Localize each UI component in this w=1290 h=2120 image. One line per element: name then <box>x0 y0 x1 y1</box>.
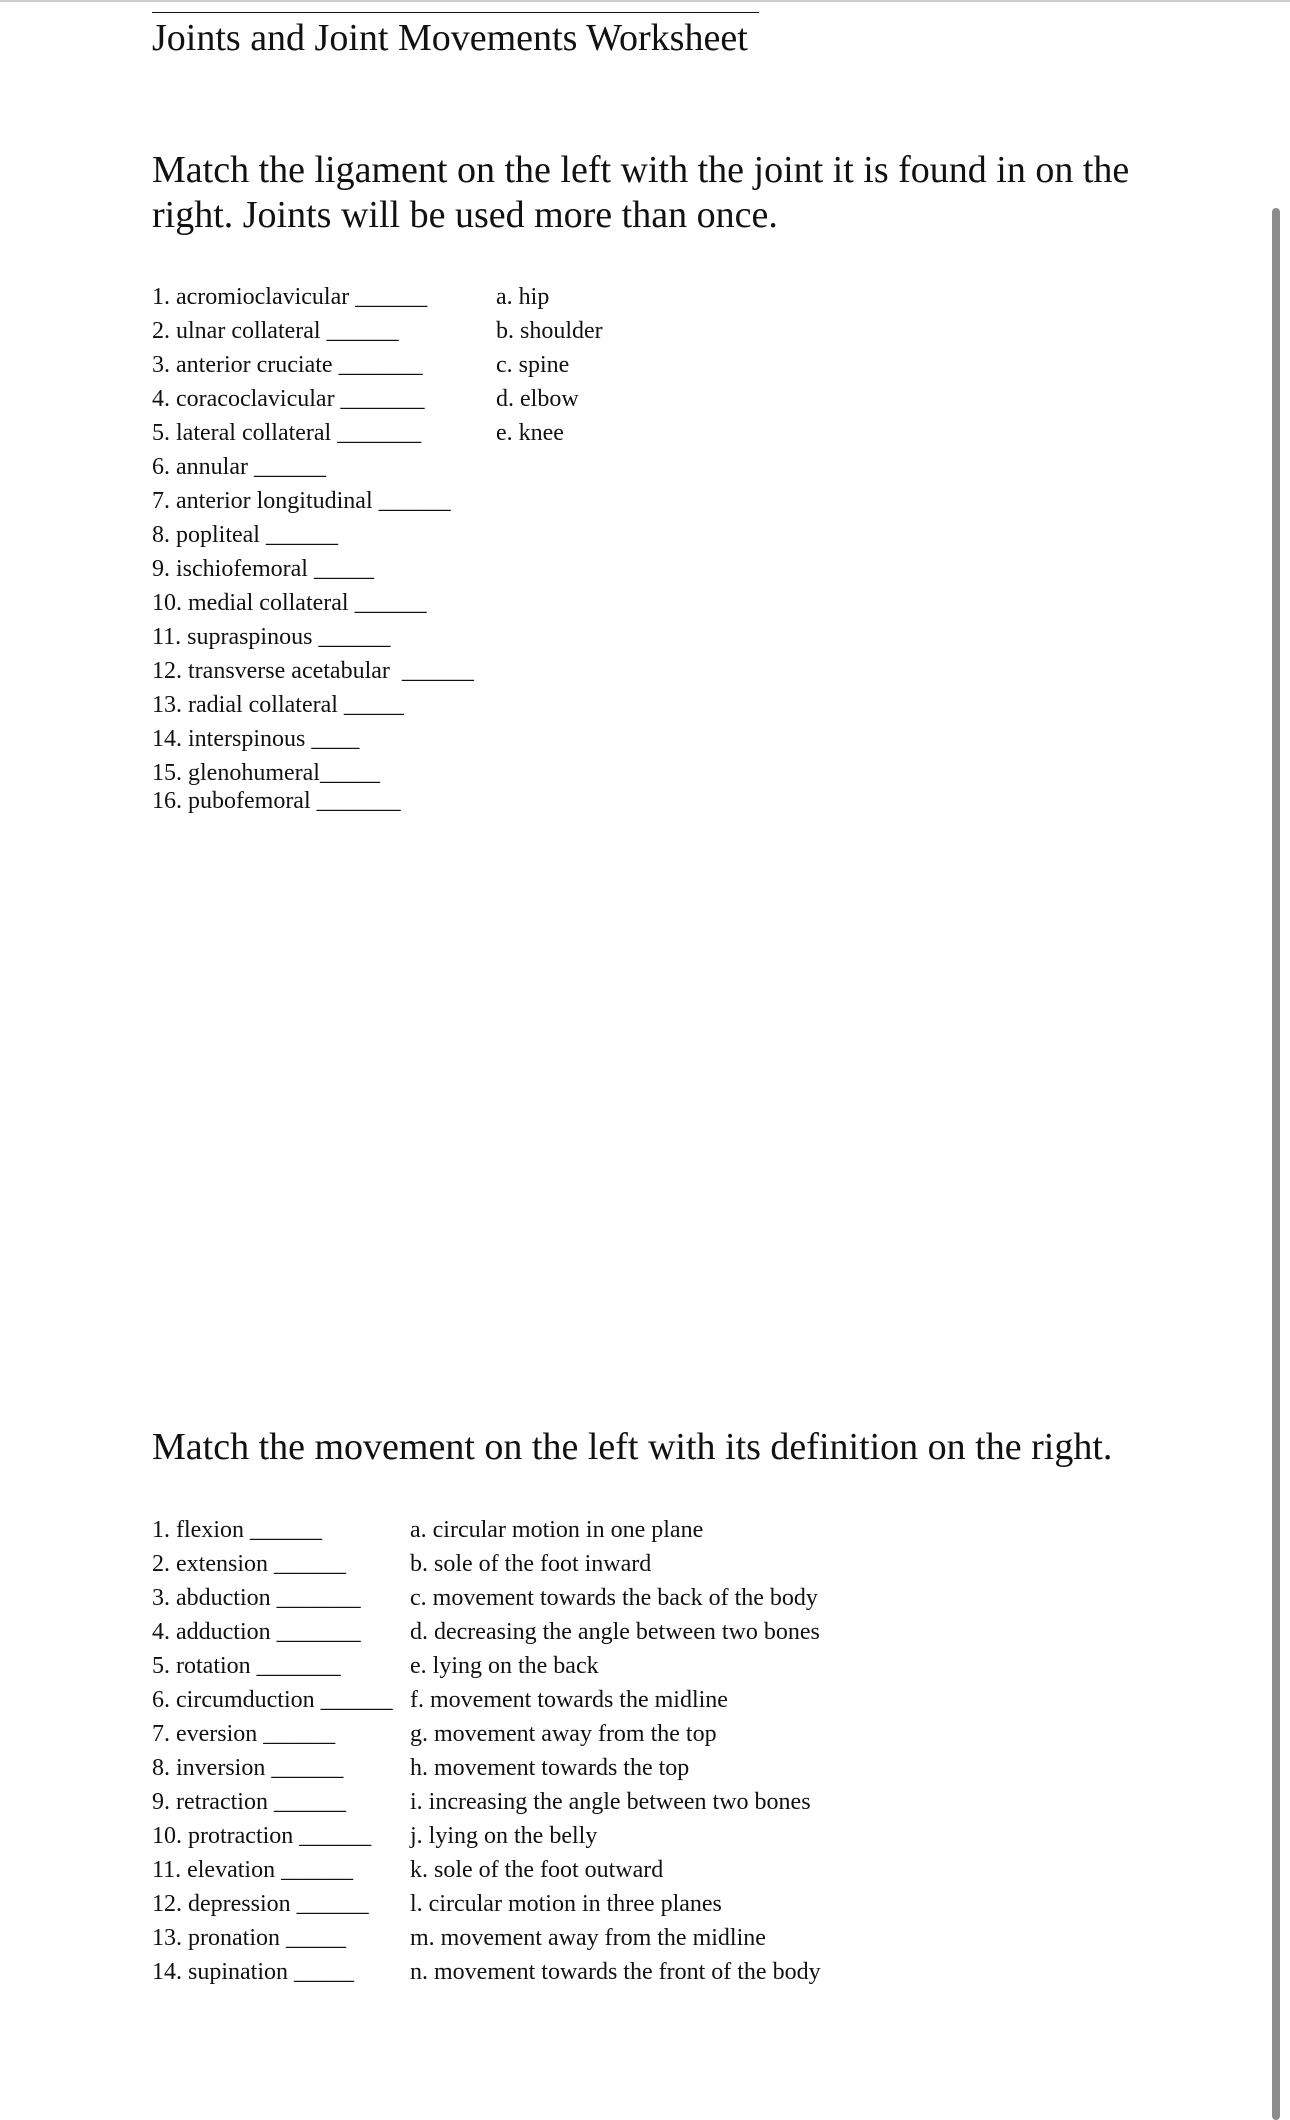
ligament-item: 2. ulnar collateral ______ <box>152 318 399 344</box>
definition-option: e. lying on the back <box>410 1653 599 1679</box>
movement-item: 10. protraction ______ <box>152 1823 372 1849</box>
ligament-item: 15. glenohumeral_____ <box>152 760 380 786</box>
page-top-border <box>0 0 1290 2</box>
movement-item: 5. rotation _______ <box>152 1653 341 1679</box>
vertical-scrollbar[interactable] <box>1272 208 1280 2120</box>
joint-option: b. shoulder <box>496 318 603 344</box>
movement-item: 3. abduction _______ <box>152 1585 361 1611</box>
ligament-item: 8. popliteal ______ <box>152 522 338 548</box>
joint-option: e. knee <box>496 420 564 446</box>
definition-option: c. movement towards the back of the body <box>410 1585 818 1611</box>
definition-option: g. movement away from the top <box>410 1721 717 1747</box>
section2-instruction: Match the movement on the left with its definition on the right. <box>152 1426 1113 1468</box>
movement-item: 11. elevation ______ <box>152 1857 354 1883</box>
definition-option: l. circular motion in three planes <box>410 1891 722 1917</box>
definition-option: k. sole of the foot outward <box>410 1857 664 1883</box>
movement-item: 14. supination _____ <box>152 1959 354 1985</box>
definition-option: a. circular motion in one plane <box>410 1517 704 1543</box>
ligament-item: 10. medial collateral ______ <box>152 590 427 616</box>
ligament-item: 9. ischiofemoral _____ <box>152 556 374 582</box>
movement-item: 8. inversion ______ <box>152 1755 344 1781</box>
movement-item: 7. eversion ______ <box>152 1721 336 1747</box>
joint-option: c. spine <box>496 352 570 378</box>
definition-option: h. movement towards the top <box>410 1755 690 1781</box>
joint-option: a. hip <box>496 284 550 310</box>
joint-option: d. elbow <box>496 386 579 412</box>
ligament-item: 1. acromioclavicular ______ <box>152 284 428 310</box>
definition-option: f. movement towards the midline <box>410 1687 728 1713</box>
ligament-item: 16. pubofemoral _______ <box>152 788 401 814</box>
ligament-item: 14. interspinous ____ <box>152 726 360 752</box>
page-title: Joints and Joint Movements Worksheet <box>152 17 748 59</box>
section1-instruction: Match the ligament on the left with the joint it is found in on the right. Joints will be used more than once. <box>152 149 1130 236</box>
definition-option: b. sole of the foot inward <box>410 1551 652 1577</box>
movement-item: 12. depression ______ <box>152 1891 369 1917</box>
ligament-item: 13. radial collateral _____ <box>152 692 404 718</box>
definition-option: m. movement away from the midline <box>410 1925 766 1951</box>
ligament-item: 7. anterior longitudinal ______ <box>152 488 451 514</box>
ligament-item: 4. coracoclavicular _______ <box>152 386 425 412</box>
ligament-item: 3. anterior cruciate _______ <box>152 352 423 378</box>
movement-item: 2. extension ______ <box>152 1551 346 1577</box>
movement-item: 9. retraction ______ <box>152 1789 346 1815</box>
ligament-item: 5. lateral collateral _______ <box>152 420 422 446</box>
title-rule <box>152 12 759 13</box>
definition-option: d. decreasing the angle between two bones <box>410 1619 820 1645</box>
definition-option: n. movement towards the front of the body <box>410 1959 821 1985</box>
movement-item: 13. pronation _____ <box>152 1925 346 1951</box>
movement-item: 6. circumduction ______ <box>152 1687 393 1713</box>
definition-option: i. increasing the angle between two bones <box>410 1789 811 1815</box>
movement-item: 4. adduction _______ <box>152 1619 361 1645</box>
movement-item: 1. flexion ______ <box>152 1517 322 1543</box>
ligament-item: 12. transverse acetabular ______ <box>152 658 474 684</box>
ligament-item: 6. annular ______ <box>152 454 326 480</box>
ligament-item: 11. supraspinous ______ <box>152 624 391 650</box>
definition-option: j. lying on the belly <box>410 1823 598 1849</box>
